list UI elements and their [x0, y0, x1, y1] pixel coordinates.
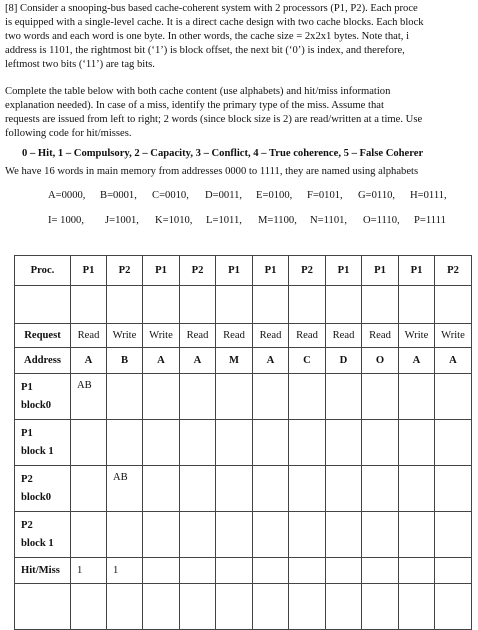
p1-block0-label: P1 block0	[15, 374, 71, 420]
request-cell: Read	[253, 324, 289, 348]
proc-cell: P1	[399, 256, 435, 286]
hit-miss-cell[interactable]	[326, 558, 362, 584]
cache-cell[interactable]	[399, 420, 435, 466]
address-mapping: K=1010,	[155, 215, 193, 226]
address-mapping: D=0011,	[205, 190, 243, 201]
proc-cell: P2	[289, 256, 326, 286]
cache-cell[interactable]	[107, 512, 143, 558]
proc-cell: P1	[71, 256, 107, 286]
proc-header: Proc.	[15, 256, 71, 286]
request-row	[15, 324, 472, 348]
cache-cell[interactable]	[253, 374, 289, 420]
cache-cell[interactable]	[216, 374, 253, 420]
address-mapping: C=0010,	[152, 190, 189, 201]
address-cell: A	[143, 348, 180, 374]
address-mapping: E=0100,	[256, 190, 293, 201]
cache-cell[interactable]	[362, 512, 399, 558]
address-cell: A	[71, 348, 107, 374]
address-mapping: G=0110,	[358, 190, 396, 201]
instruction-line: following code for hit/misses.	[5, 128, 132, 139]
request-cell: Write	[143, 324, 180, 348]
cache-cell[interactable]	[107, 420, 143, 466]
request-cell: Write	[435, 324, 472, 348]
cache-cell[interactable]	[435, 466, 472, 512]
proc-cell: P2	[435, 256, 472, 286]
cache-cell[interactable]	[326, 374, 362, 420]
processor-row	[15, 256, 472, 286]
address-mapping: N=1101,	[310, 215, 348, 226]
address-header: Address	[15, 348, 71, 374]
cache-cell[interactable]	[71, 466, 107, 512]
address-row	[15, 348, 472, 374]
instruction-line: Complete the table below with both cache content (use alphabets) and hit/miss information	[5, 86, 391, 97]
cache-cell[interactable]	[216, 512, 253, 558]
cache-cell[interactable]	[216, 466, 253, 512]
cache-cell[interactable]	[253, 466, 289, 512]
request-cell: Read	[71, 324, 107, 348]
address-mapping: P=1111	[414, 215, 446, 226]
cache-cell[interactable]	[253, 512, 289, 558]
cache-cell[interactable]	[253, 420, 289, 466]
request-cell: Write	[399, 324, 435, 348]
address-mapping: L=1011,	[206, 215, 242, 226]
address-mapping: O=1110,	[363, 215, 400, 226]
cache-cell[interactable]	[71, 512, 107, 558]
address-cell: A	[253, 348, 289, 374]
cache-cell[interactable]	[107, 374, 143, 420]
cache-cell[interactable]	[180, 512, 216, 558]
address-mapping: F=0101,	[307, 190, 343, 201]
hit-miss-header: Hit/Miss	[15, 558, 71, 584]
cache-cell[interactable]	[362, 374, 399, 420]
problem-line: two words and each word is one byte. In other words, the cache size = 2x2x1 bytes. Note that, i	[5, 31, 410, 42]
request-cell: Read	[216, 324, 253, 348]
cache-cell[interactable]	[435, 512, 472, 558]
instruction-line: requests are issued from left to right; 2 words (since block size is 2) are read/written at a time. Use	[5, 114, 423, 125]
p1-block1-row	[15, 420, 472, 466]
cache-cell[interactable]	[289, 466, 326, 512]
address-cell: B	[107, 348, 143, 374]
request-cell: Read	[326, 324, 362, 348]
address-mapping: I= 1000,	[48, 215, 84, 226]
memory-note: We have 16 words in main memory from addresses 0000 to 1111, they are named using alphabets	[5, 166, 419, 177]
cache-cell[interactable]	[362, 420, 399, 466]
address-mapping: M=1100,	[258, 215, 297, 226]
cache-cell[interactable]	[180, 466, 216, 512]
request-cell: Read	[362, 324, 399, 348]
cache-cell[interactable]	[143, 466, 180, 512]
cache-cell[interactable]	[143, 420, 180, 466]
hit-miss-cell[interactable]: 1	[107, 558, 143, 584]
cache-cell[interactable]	[399, 466, 435, 512]
hit-miss-cell[interactable]	[180, 558, 216, 584]
problem-line: leftmost two bits (‘11’) are tag bits.	[5, 59, 155, 70]
instruction-line: explanation needed). In case of a miss, identify the primary type of the miss. Assume that	[5, 100, 384, 111]
cache-cell[interactable]	[326, 420, 362, 466]
request-cell: Write	[107, 324, 143, 348]
request-cell: Read	[289, 324, 326, 348]
proc-cell: P1	[216, 256, 253, 286]
miss-code-legend: 0 – Hit, 1 – Compulsory, 2 – Capacity, 3 – Conflict, 4 – True coherence, 5 – False Coherer	[22, 148, 424, 159]
hit-miss-cell[interactable]	[362, 558, 399, 584]
hit-miss-cell[interactable]	[253, 558, 289, 584]
address-cell: O	[362, 348, 399, 374]
cache-cell[interactable]	[180, 374, 216, 420]
cache-table	[14, 255, 472, 630]
hit-miss-cell[interactable]	[435, 558, 472, 584]
proc-cell: P1	[362, 256, 399, 286]
cache-cell[interactable]: AB	[107, 466, 143, 512]
proc-cell: P2	[180, 256, 216, 286]
proc-cell: P1	[253, 256, 289, 286]
cache-cell[interactable]	[435, 374, 472, 420]
cache-cell[interactable]	[143, 512, 180, 558]
address-mapping: H=0111,	[410, 190, 447, 201]
request-header: Request	[15, 324, 71, 348]
request-cell: Read	[180, 324, 216, 348]
cache-cell[interactable]	[289, 374, 326, 420]
address-cell: M	[216, 348, 253, 374]
cache-cell[interactable]	[399, 374, 435, 420]
cache-cell[interactable]	[180, 420, 216, 466]
proc-cell: P1	[143, 256, 180, 286]
instructions	[5, 85, 478, 141]
cache-cell[interactable]	[326, 512, 362, 558]
cache-cell[interactable]	[362, 466, 399, 512]
address-mapping: J=1001,	[105, 215, 139, 226]
p1-block1-label: P1 block 1	[15, 420, 71, 466]
p2-block1-row	[15, 512, 472, 558]
p2-block0-row	[15, 466, 472, 512]
hit-miss-cell[interactable]	[143, 558, 180, 584]
cache-cell[interactable]	[71, 420, 107, 466]
cache-cell[interactable]: AB	[71, 374, 107, 420]
problem-line: address is 1101, the rightmost bit (‘1’) is block offset, the next bit (‘0’) is index, and therefore,	[5, 45, 405, 56]
cache-cell[interactable]	[216, 420, 253, 466]
hit-miss-cell[interactable]	[289, 558, 326, 584]
cache-cell[interactable]	[399, 512, 435, 558]
hit-miss-cell[interactable]	[399, 558, 435, 584]
address-mapping: A=0000,	[48, 190, 86, 201]
hit-miss-cell[interactable]	[216, 558, 253, 584]
proc-cell: P1	[326, 256, 362, 286]
cache-cell[interactable]	[289, 420, 326, 466]
problem-line: [8] Consider a snooping-bus based cache-coherent system with 2 processors (P1, P2). Each proce	[5, 3, 418, 14]
hit-miss-row	[15, 558, 472, 584]
cache-cell[interactable]	[143, 374, 180, 420]
address-mapping: B=0001,	[100, 190, 137, 201]
proc-cell: P2	[107, 256, 143, 286]
address-cell: C	[289, 348, 326, 374]
address-cell: A	[399, 348, 435, 374]
problem-line: is equipped with a single-level cache. It is a direct cache design with two cache blocks. Each block	[5, 17, 424, 28]
address-cell: D	[326, 348, 362, 374]
p1-block0-row	[15, 374, 472, 420]
cache-cell[interactable]	[326, 466, 362, 512]
address-cell: A	[435, 348, 472, 374]
hit-miss-cell[interactable]: 1	[71, 558, 107, 584]
p2-block0-label: P2 block0	[15, 466, 71, 512]
cache-cell[interactable]	[435, 420, 472, 466]
spacer-row	[15, 286, 472, 324]
p2-block1-label: P2 block 1	[15, 512, 71, 558]
address-cell: A	[180, 348, 216, 374]
trailing-empty-row	[15, 584, 472, 630]
cache-cell[interactable]	[289, 512, 326, 558]
problem-statement	[5, 2, 478, 72]
